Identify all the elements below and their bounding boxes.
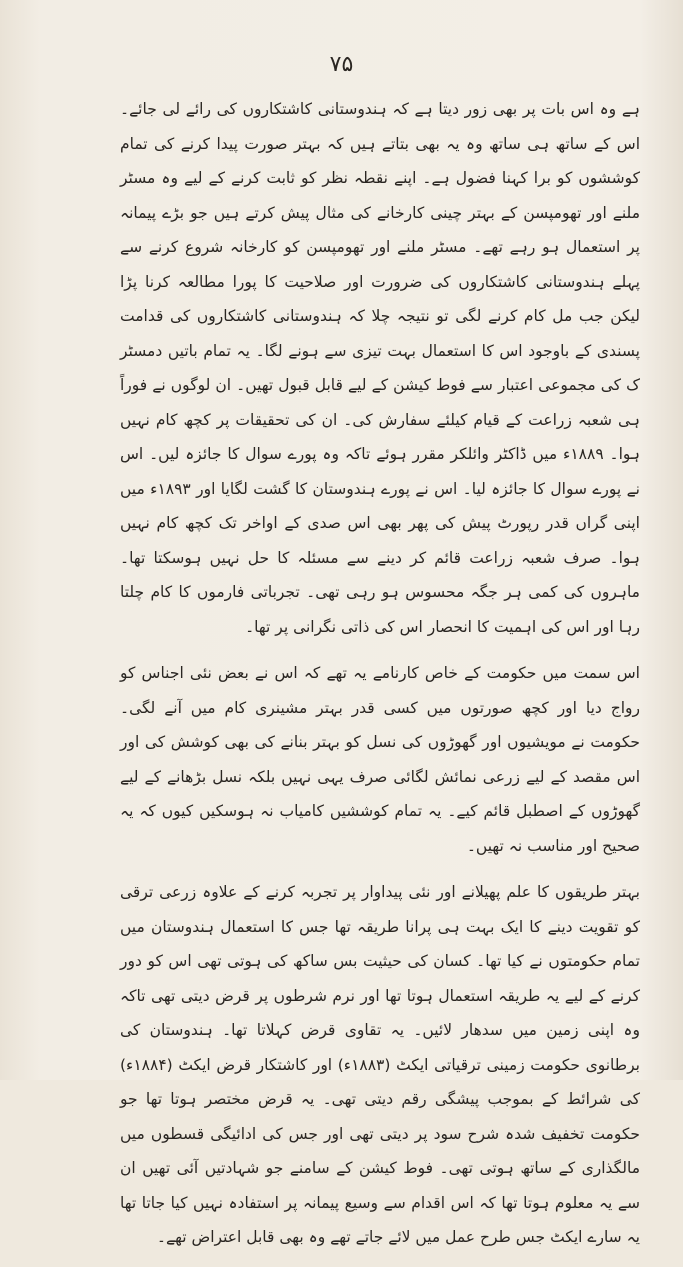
paragraph (120, 875, 640, 1255)
page-body (120, 92, 640, 1267)
paragraph (120, 656, 640, 863)
paragraph-text: اس سمت میں حکومت کے خاص کارنامے یہ تھے کہ اس نے بعض نئی اجناس کو رواج دیا اور کچھ صورتوں میں کسی قدر بہتر مشینری کام میں آنے لگی۔ حکومت نے مویشیوں اور گھوڑوں کی نسل کو بہتر بنانے کی بھی کوشش کی اور اس مقصد کے لیے زرعی نمائش لگائی صرف یہی نہیں بلکہ نسل بڑھانے کے لیے گھوڑوں کے اصطبل قائم کیے۔ یہ تمام کوششیں کامیاب نہ ہوسکیں کیوں کہ یہ صحیح اور مناسب نہ تھیں۔ (120, 664, 640, 855)
paragraph-text: بہتر طریقوں کا علم پھیلانے اور نئی پیداوار پر تجربہ کرنے کے علاوہ زرعی ترقی کو تقویت دینے کا ایک بہت ہی پرانا طریقہ تھا جس کا استعمال ہندوستان میں تمام حکومتوں نے کیا تھا۔ کسان کی حیثیت بس ساکھ کی ہوتی تھی اس کو دور کرنے کے لیے یہ طریقہ استعمال ہوتا تھا اور نرم شرطوں پر قرض دیتی تھی تاکہ وہ اپنی زمین میں سدھار لائیں۔ یہ تقاوی قرض کہلاتا تھا۔ ہندوستان کی برطانوی حکومت زمینی ترقیاتی ایکٹ (۱۸۸۳ء) اور کاشتکار قرض ایکٹ (۱۸۸۴ء) کی شرائط کے بموجب پیشگی رقم دیتی تھی۔ یہ قرض مختصر ہوتا تھا جو حکومت تخفیف شدہ شرح سود پر دیتی تھی اور جس کی ادائیگی قسطوں میں مالگذاری کے ساتھ ہوتی تھی۔ فوط کیشن کے سامنے جو شہادتیں آئی تھیں ان سے یہ معلوم ہوتا تھا کہ اس اقدام سے وسیع پیمانہ پر استفادہ نہیں کیا جاتا تھا یہ سارے ایکٹ جس طرح عمل میں لائے جاتے تھے وہ بھی قابل اعتراض تھے۔ (120, 883, 640, 1246)
paragraph (120, 92, 640, 644)
paragraph-text: ہے وہ اس بات پر بھی زور دیتا ہے کہ ہندوستانی کاشتکاروں کی رائے لی جائے۔ اس کے ساتھ ہی ساتھ وہ یہ بھی بتاتے ہیں کہ بہتر صورت پیدا کرنے کی تمام کوششوں کو برا کہنا فضول ہے۔ اپنے نقطہ نظر کو ثابت کرنے کے لیے وہ مسٹر ملنے اور تھومپسن کے بہتر چینی کارخانے کی مثال پیش کرتے ہیں جو بڑے پیمانہ پر استعمال ہو رہے تھے۔ مسٹر ملنے اور تھومپسن کو کارخانہ شروع کرنے سے پہلے ہندوستانی کاشتکاروں کی ضرورت اور صلاحیت کا پورا مطالعہ کرنا پڑا لیکن جب مل کام کرنے لگی تو نتیجہ چلا کہ ہندوستانی کاشتکاروں کی قدامت پسندی کے باوجود اس کا استعمال بہت تیزی سے ہونے لگا۔ یہ تمام باتیں دمسٹر ک کی مجموعی اعتبار سے فوط کیشن کے لیے قابل قبول تھیں۔ ان لوگوں نے فوراً ہی شعبہ زراعت کے قیام کیلئے سفارش کی۔ ان کی تحقیقات پر کچھ کام نہیں ہوا۔ ۱۸۸۹ء میں ڈاکٹر وائلکر مقرر ہوئے تاکہ وہ پورے سوال کا جائزہ لیں۔ اس نے پورے سوال کا جائزہ لیا۔ اس نے پورے ہندوستان کا گشت لگایا اور ۱۸۹۳ء میں اپنی گراں قدر رپورٹ پیش کی پھر بھی اس صدی کے اواخر تک کچھ کام نہیں ہوا۔ صرف شعبہ زراعت قائم کر دینے سے مسئلہ کا حل نہیں ہوسکتا تھا۔ ماہروں کی کمی ہر جگہ محسوس ہو رہی تھی۔ تجرباتی فارموں کا کام چلتا رہا اور اس کی اہمیت کا انحصار اس کی ذاتی نگرانی پر تھا۔ (120, 100, 640, 636)
page-number: ۷۵ (329, 52, 354, 77)
